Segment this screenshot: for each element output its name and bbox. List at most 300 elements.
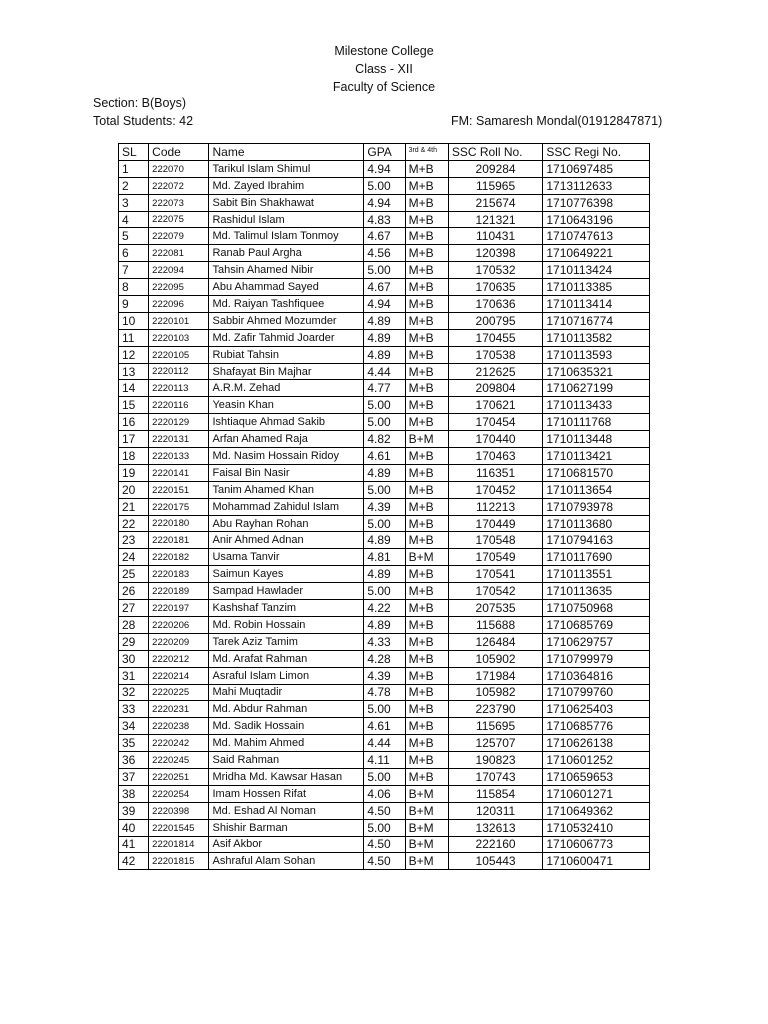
cell-ssc-regi: 1710799979 xyxy=(543,650,650,667)
cell-subject: M+B xyxy=(405,752,448,769)
faculty-label: Faculty of Science xyxy=(332,80,436,94)
cell-code: 2220133 xyxy=(149,448,209,465)
cell-sl: 9 xyxy=(119,296,149,313)
cell-ssc-roll: 132613 xyxy=(448,819,543,836)
cell-ssc-roll: 200795 xyxy=(448,312,543,329)
cell-ssc-regi: 1710113433 xyxy=(543,397,650,414)
cell-ssc-regi: 1710629757 xyxy=(543,633,650,650)
cell-ssc-regi: 1710681570 xyxy=(543,464,650,481)
cell-ssc-roll: 115965 xyxy=(448,177,543,194)
cell-subject: B+M xyxy=(405,802,448,819)
cell-subject: B+M xyxy=(405,785,448,802)
cell-ssc-roll: 170440 xyxy=(448,431,543,448)
cell-name: Sabit Bin Shakhawat xyxy=(209,194,364,211)
cell-name: Ranab Paul Argha xyxy=(209,245,364,262)
column-header-gpa: GPA xyxy=(364,144,405,161)
cell-code: 222072 xyxy=(149,177,209,194)
cell-sl: 41 xyxy=(119,836,149,853)
cell-ssc-regi: 1710113582 xyxy=(543,329,650,346)
cell-ssc-regi: 1710113421 xyxy=(543,448,650,465)
cell-name: Mohammad Zahidul Islam xyxy=(209,498,364,515)
cell-sl: 37 xyxy=(119,768,149,785)
table-row xyxy=(119,464,650,481)
table-row xyxy=(119,228,650,245)
cell-ssc-regi: 1710606773 xyxy=(543,836,650,853)
cell-code: 2220116 xyxy=(149,397,209,414)
cell-name: Md. Zayed Ibrahim xyxy=(209,177,364,194)
cell-code: 2220175 xyxy=(149,498,209,515)
column-header-name: Name xyxy=(209,144,364,161)
cell-sl: 42 xyxy=(119,853,149,870)
cell-code: 2220141 xyxy=(149,464,209,481)
cell-code: 2220242 xyxy=(149,735,209,752)
column-header-sl: SL xyxy=(119,144,149,161)
cell-ssc-roll: 170454 xyxy=(448,414,543,431)
cell-gpa: 4.89 xyxy=(364,464,405,481)
total-students: Total Students: 42 xyxy=(93,114,194,128)
cell-gpa: 4.61 xyxy=(364,448,405,465)
cell-ssc-roll: 116351 xyxy=(448,464,543,481)
cell-name: Abu Rayhan Rohan xyxy=(209,515,364,532)
cell-subject: M+B xyxy=(405,414,448,431)
cell-ssc-regi: 1710601271 xyxy=(543,785,650,802)
cell-name: Sabbir Ahmed Mozumder xyxy=(209,312,364,329)
cell-sl: 2 xyxy=(119,177,149,194)
table-row xyxy=(119,211,650,228)
cell-ssc-regi: 1710685769 xyxy=(543,616,650,633)
cell-ssc-roll: 170541 xyxy=(448,566,543,583)
cell-ssc-regi: 1710747613 xyxy=(543,228,650,245)
cell-code: 2220212 xyxy=(149,650,209,667)
table-row xyxy=(119,802,650,819)
cell-ssc-regi: 1710113654 xyxy=(543,481,650,498)
cell-subject: M+B xyxy=(405,718,448,735)
cell-gpa: 5.00 xyxy=(364,819,405,836)
table-row xyxy=(119,785,650,802)
cell-sl: 7 xyxy=(119,262,149,279)
cell-ssc-roll: 115854 xyxy=(448,785,543,802)
cell-gpa: 4.67 xyxy=(364,228,405,245)
table-row xyxy=(119,346,650,363)
cell-name: Kashshaf Tanzim xyxy=(209,600,364,617)
table-row xyxy=(119,735,650,752)
table-row xyxy=(119,245,650,262)
cell-ssc-regi: 1710113551 xyxy=(543,566,650,583)
cell-sl: 20 xyxy=(119,481,149,498)
cell-code: 2220103 xyxy=(149,329,209,346)
cell-sl: 24 xyxy=(119,549,149,566)
cell-sl: 8 xyxy=(119,279,149,296)
cell-code: 222073 xyxy=(149,194,209,211)
cell-ssc-roll: 170635 xyxy=(448,279,543,296)
table-row xyxy=(119,329,650,346)
cell-name: Yeasin Khan xyxy=(209,397,364,414)
cell-sl: 10 xyxy=(119,312,149,329)
cell-sl: 38 xyxy=(119,785,149,802)
table-row xyxy=(119,600,650,617)
cell-ssc-regi: 1710649221 xyxy=(543,245,650,262)
cell-ssc-roll: 170449 xyxy=(448,515,543,532)
cell-ssc-regi: 1710113593 xyxy=(543,346,650,363)
cell-sl: 14 xyxy=(119,380,149,397)
cell-ssc-roll: 120398 xyxy=(448,245,543,262)
cell-subject: B+M xyxy=(405,836,448,853)
cell-sl: 19 xyxy=(119,464,149,481)
cell-gpa: 5.00 xyxy=(364,768,405,785)
cell-code: 2220225 xyxy=(149,684,209,701)
cell-sl: 1 xyxy=(119,160,149,177)
cell-name: Tahsin Ahamed Nibir xyxy=(209,262,364,279)
cell-code: 2220231 xyxy=(149,701,209,718)
table-row xyxy=(119,836,650,853)
cell-ssc-regi: 1710627199 xyxy=(543,380,650,397)
column-header-ssc-roll: SSC Roll No. xyxy=(448,144,543,161)
cell-sl: 30 xyxy=(119,650,149,667)
table-row xyxy=(119,718,650,735)
table-row xyxy=(119,431,650,448)
cell-gpa: 4.44 xyxy=(364,363,405,380)
cell-gpa: 4.39 xyxy=(364,498,405,515)
cell-subject: M+B xyxy=(405,346,448,363)
cell-gpa: 4.94 xyxy=(364,194,405,211)
cell-sl: 39 xyxy=(119,802,149,819)
table-row xyxy=(119,583,650,600)
table-row xyxy=(119,160,650,177)
cell-sl: 15 xyxy=(119,397,149,414)
cell-code: 2220214 xyxy=(149,667,209,684)
table-row xyxy=(119,448,650,465)
cell-code: 222079 xyxy=(149,228,209,245)
table-row xyxy=(119,262,650,279)
cell-ssc-roll: 125707 xyxy=(448,735,543,752)
cell-sl: 27 xyxy=(119,600,149,617)
cell-ssc-roll: 121321 xyxy=(448,211,543,228)
cell-ssc-roll: 115688 xyxy=(448,616,543,633)
cell-name: Md. Zafir Tahmid Joarder xyxy=(209,329,364,346)
cell-gpa: 4.94 xyxy=(364,296,405,313)
cell-subject: M+B xyxy=(405,583,448,600)
cell-name: Asraful Islam Limon xyxy=(209,667,364,684)
cell-ssc-roll: 112213 xyxy=(448,498,543,515)
cell-subject: M+B xyxy=(405,515,448,532)
cell-code: 2220181 xyxy=(149,532,209,549)
cell-name: Faisal Bin Nasir xyxy=(209,464,364,481)
cell-sl: 21 xyxy=(119,498,149,515)
cell-name: Md. Raiyan Tashfiquee xyxy=(209,296,364,313)
cell-subject: M+B xyxy=(405,768,448,785)
cell-code: 22201545 xyxy=(149,819,209,836)
cell-name: Usama Tanvir xyxy=(209,549,364,566)
table-row xyxy=(119,532,650,549)
cell-gpa: 4.89 xyxy=(364,329,405,346)
cell-gpa: 4.89 xyxy=(364,532,405,549)
cell-code: 2220206 xyxy=(149,616,209,633)
cell-name: Md. Mahim Ahmed xyxy=(209,735,364,752)
cell-ssc-roll: 126484 xyxy=(448,633,543,650)
table-row xyxy=(119,633,650,650)
cell-subject: M+B xyxy=(405,329,448,346)
cell-code: 2220131 xyxy=(149,431,209,448)
cell-gpa: 4.56 xyxy=(364,245,405,262)
cell-name: Md. Sadik Hossain xyxy=(209,718,364,735)
cell-sl: 31 xyxy=(119,667,149,684)
cell-subject: M+B xyxy=(405,228,448,245)
cell-name: Tarek Aziz Tamim xyxy=(209,633,364,650)
cell-sl: 33 xyxy=(119,701,149,718)
cell-subject: M+B xyxy=(405,684,448,701)
cell-gpa: 5.00 xyxy=(364,481,405,498)
cell-subject: M+B xyxy=(405,177,448,194)
cell-ssc-regi: 1710776398 xyxy=(543,194,650,211)
cell-code: 2220398 xyxy=(149,802,209,819)
cell-gpa: 4.89 xyxy=(364,346,405,363)
cell-code: 222096 xyxy=(149,296,209,313)
cell-name: Anir Ahmed Adnan xyxy=(209,532,364,549)
cell-code: 22201815 xyxy=(149,853,209,870)
cell-ssc-regi: 1710626138 xyxy=(543,735,650,752)
cell-name: Imam Hossen Rifat xyxy=(209,785,364,802)
cell-ssc-regi: 1710793978 xyxy=(543,498,650,515)
cell-ssc-roll: 190823 xyxy=(448,752,543,769)
cell-subject: M+B xyxy=(405,296,448,313)
cell-ssc-regi: 1710625403 xyxy=(543,701,650,718)
cell-code: 222075 xyxy=(149,211,209,228)
cell-gpa: 4.82 xyxy=(364,431,405,448)
table-row xyxy=(119,701,650,718)
cell-name: Tarikul Islam Shimul xyxy=(209,160,364,177)
cell-sl: 13 xyxy=(119,363,149,380)
cell-ssc-regi: 1710716774 xyxy=(543,312,650,329)
cell-code: 2220183 xyxy=(149,566,209,583)
table-row xyxy=(119,819,650,836)
cell-gpa: 4.83 xyxy=(364,211,405,228)
cell-name: Md. Talimul Islam Tonmoy xyxy=(209,228,364,245)
cell-code: 2220254 xyxy=(149,785,209,802)
cell-subject: M+B xyxy=(405,481,448,498)
cell-code: 2220238 xyxy=(149,718,209,735)
cell-ssc-regi: 1710649362 xyxy=(543,802,650,819)
cell-name: Sampad Hawlader xyxy=(209,583,364,600)
cell-sl: 11 xyxy=(119,329,149,346)
table-row xyxy=(119,515,650,532)
cell-ssc-regi: 1710635321 xyxy=(543,363,650,380)
cell-ssc-regi: 1710659653 xyxy=(543,768,650,785)
cell-subject: M+B xyxy=(405,616,448,633)
cell-name: Md. Abdur Rahman xyxy=(209,701,364,718)
table-row xyxy=(119,566,650,583)
cell-ssc-roll: 105902 xyxy=(448,650,543,667)
cell-subject: M+B xyxy=(405,600,448,617)
cell-code: 2220101 xyxy=(149,312,209,329)
cell-ssc-roll: 171984 xyxy=(448,667,543,684)
cell-code: 222070 xyxy=(149,160,209,177)
cell-ssc-regi: 1710113414 xyxy=(543,296,650,313)
cell-ssc-roll: 105982 xyxy=(448,684,543,701)
cell-gpa: 4.89 xyxy=(364,616,405,633)
column-header-subject: 3rd & 4th xyxy=(405,144,448,161)
cell-ssc-roll: 222160 xyxy=(448,836,543,853)
class-label: Class - XII xyxy=(355,62,413,76)
cell-ssc-roll: 110431 xyxy=(448,228,543,245)
cell-sl: 4 xyxy=(119,211,149,228)
cell-ssc-roll: 170452 xyxy=(448,481,543,498)
cell-gpa: 5.00 xyxy=(364,414,405,431)
cell-ssc-roll: 115695 xyxy=(448,718,543,735)
cell-subject: M+B xyxy=(405,211,448,228)
cell-ssc-regi: 1710364816 xyxy=(543,667,650,684)
cell-gpa: 5.00 xyxy=(364,177,405,194)
table-row xyxy=(119,549,650,566)
cell-gpa: 5.00 xyxy=(364,583,405,600)
document-header xyxy=(0,42,768,96)
cell-code: 2220189 xyxy=(149,583,209,600)
table-row xyxy=(119,650,650,667)
cell-gpa: 4.11 xyxy=(364,752,405,769)
table-row xyxy=(119,498,650,515)
cell-subject: M+B xyxy=(405,667,448,684)
cell-sl: 23 xyxy=(119,532,149,549)
cell-subject: M+B xyxy=(405,701,448,718)
cell-gpa: 4.77 xyxy=(364,380,405,397)
cell-ssc-roll: 105443 xyxy=(448,853,543,870)
cell-name: A.R.M. Zehad xyxy=(209,380,364,397)
cell-code: 222094 xyxy=(149,262,209,279)
cell-name: Arfan Ahamed Raja xyxy=(209,431,364,448)
cell-subject: M+B xyxy=(405,633,448,650)
cell-subject: M+B xyxy=(405,650,448,667)
cell-code: 2220151 xyxy=(149,481,209,498)
cell-sl: 3 xyxy=(119,194,149,211)
cell-ssc-regi: 1710113385 xyxy=(543,279,650,296)
table-header-row xyxy=(119,144,650,161)
cell-gpa: 4.81 xyxy=(364,549,405,566)
cell-sl: 22 xyxy=(119,515,149,532)
cell-name: Md. Robin Hossain xyxy=(209,616,364,633)
cell-code: 222081 xyxy=(149,245,209,262)
cell-name: Said Rahman xyxy=(209,752,364,769)
cell-name: Md. Arafat Rahman xyxy=(209,650,364,667)
cell-ssc-regi: 1710117690 xyxy=(543,549,650,566)
cell-sl: 17 xyxy=(119,431,149,448)
college-name: Milestone College xyxy=(334,44,434,58)
section-label: Section: B(Boys) xyxy=(93,96,187,110)
student-table xyxy=(118,143,650,870)
cell-sl: 12 xyxy=(119,346,149,363)
cell-ssc-roll: 170548 xyxy=(448,532,543,549)
cell-ssc-regi: 1710532410 xyxy=(543,819,650,836)
cell-name: Rashidul Islam xyxy=(209,211,364,228)
cell-code: 2220251 xyxy=(149,768,209,785)
cell-code: 2220129 xyxy=(149,414,209,431)
cell-subject: M+B xyxy=(405,312,448,329)
cell-code: 2220105 xyxy=(149,346,209,363)
cell-ssc-roll: 170463 xyxy=(448,448,543,465)
cell-code: 2220112 xyxy=(149,363,209,380)
cell-sl: 5 xyxy=(119,228,149,245)
cell-name: Tanim Ahamed Khan xyxy=(209,481,364,498)
table-row xyxy=(119,296,650,313)
cell-name: Shishir Barman xyxy=(209,819,364,836)
cell-ssc-regi: 1710113635 xyxy=(543,583,650,600)
cell-gpa: 4.89 xyxy=(364,566,405,583)
cell-subject: B+M xyxy=(405,431,448,448)
cell-code: 2220209 xyxy=(149,633,209,650)
cell-subject: M+B xyxy=(405,464,448,481)
table-row xyxy=(119,363,650,380)
table-row xyxy=(119,684,650,701)
table-row xyxy=(119,380,650,397)
cell-ssc-regi: 1710113680 xyxy=(543,515,650,532)
cell-name: Saimun Kayes xyxy=(209,566,364,583)
cell-ssc-regi: 1710697485 xyxy=(543,160,650,177)
cell-code: 222095 xyxy=(149,279,209,296)
cell-ssc-roll: 170636 xyxy=(448,296,543,313)
cell-ssc-roll: 223790 xyxy=(448,701,543,718)
cell-gpa: 4.78 xyxy=(364,684,405,701)
cell-ssc-regi: 1710643196 xyxy=(543,211,650,228)
cell-name: Mahi Muqtadir xyxy=(209,684,364,701)
cell-sl: 26 xyxy=(119,583,149,600)
cell-ssc-regi: 1710799760 xyxy=(543,684,650,701)
cell-ssc-regi: 1710111768 xyxy=(543,414,650,431)
cell-subject: M+B xyxy=(405,194,448,211)
cell-gpa: 5.00 xyxy=(364,701,405,718)
cell-subject: M+B xyxy=(405,279,448,296)
cell-ssc-roll: 170455 xyxy=(448,329,543,346)
cell-name: Abu Ahammad Sayed xyxy=(209,279,364,296)
cell-sl: 40 xyxy=(119,819,149,836)
cell-ssc-roll: 207535 xyxy=(448,600,543,617)
cell-code: 2220245 xyxy=(149,752,209,769)
cell-ssc-roll: 209804 xyxy=(448,380,543,397)
cell-ssc-roll: 170743 xyxy=(448,768,543,785)
cell-ssc-regi: 1713112633 xyxy=(543,177,650,194)
cell-subject: M+B xyxy=(405,245,448,262)
cell-code: 2220182 xyxy=(149,549,209,566)
cell-name: Ashraful Alam Sohan xyxy=(209,853,364,870)
cell-gpa: 4.33 xyxy=(364,633,405,650)
cell-gpa: 4.50 xyxy=(364,802,405,819)
cell-subject: M+B xyxy=(405,566,448,583)
table-row xyxy=(119,481,650,498)
cell-subject: M+B xyxy=(405,532,448,549)
cell-gpa: 5.00 xyxy=(364,397,405,414)
cell-subject: B+M xyxy=(405,549,448,566)
cell-ssc-roll: 209284 xyxy=(448,160,543,177)
cell-gpa: 4.50 xyxy=(364,853,405,870)
cell-subject: B+M xyxy=(405,853,448,870)
table-row xyxy=(119,177,650,194)
cell-gpa: 4.61 xyxy=(364,718,405,735)
column-header-ssc-regi: SSC Regi No. xyxy=(543,144,650,161)
cell-sl: 29 xyxy=(119,633,149,650)
cell-sl: 25 xyxy=(119,566,149,583)
cell-name: Ishtiaque Ahmad Sakib xyxy=(209,414,364,431)
cell-ssc-roll: 120311 xyxy=(448,802,543,819)
cell-sl: 32 xyxy=(119,684,149,701)
cell-subject: M+B xyxy=(405,363,448,380)
cell-subject: M+B xyxy=(405,448,448,465)
table-row xyxy=(119,312,650,329)
cell-ssc-roll: 170621 xyxy=(448,397,543,414)
table-row xyxy=(119,414,650,431)
cell-gpa: 5.00 xyxy=(364,515,405,532)
cell-ssc-regi: 1710750968 xyxy=(543,600,650,617)
cell-gpa: 4.89 xyxy=(364,312,405,329)
cell-ssc-regi: 1710113448 xyxy=(543,431,650,448)
cell-subject: M+B xyxy=(405,735,448,752)
cell-name: Md. Nasim Hossain Ridoy xyxy=(209,448,364,465)
